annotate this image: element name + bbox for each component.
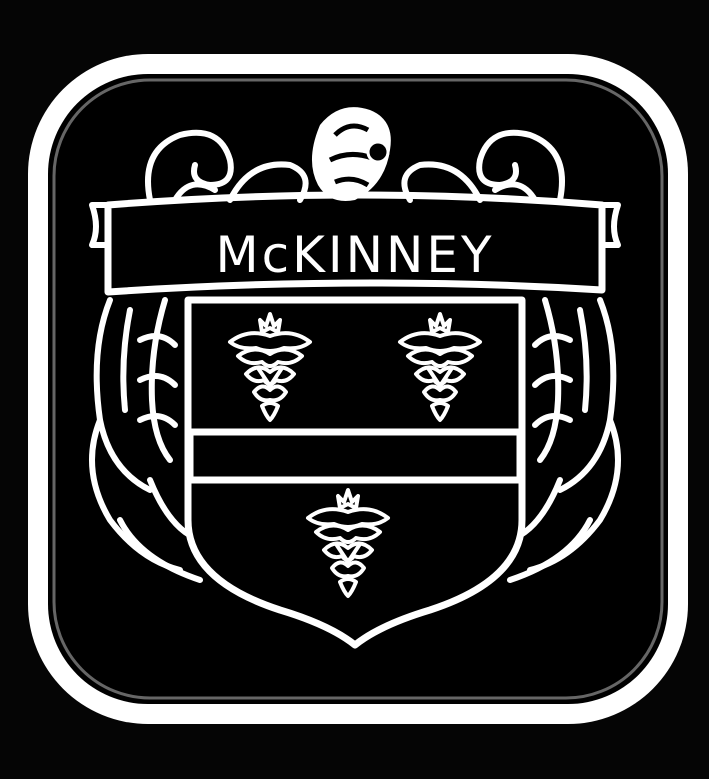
shield-fess (190, 432, 520, 480)
family-name: McKINNEY (215, 226, 495, 284)
